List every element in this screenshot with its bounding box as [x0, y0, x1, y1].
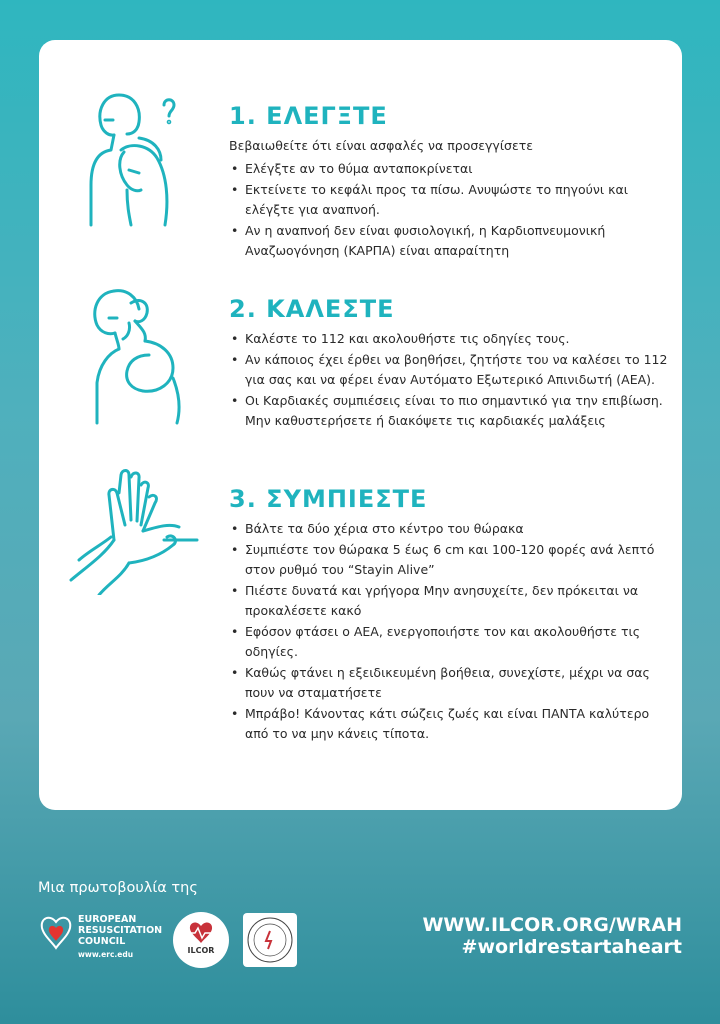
list-item: • Αν η αναπνοή δεν είναι φυσιολογική, η Καρδιοπνευμονική Αναζωογόνηση (ΚΑΡΠΑ) είναι απαραίτητη: [229, 221, 669, 261]
person-calling-icon: [69, 283, 199, 428]
erc-url: www.erc.edu: [78, 950, 134, 959]
list-item: • Εκτείνετε το κεφάλι προς τα πίσω. Ανυψώστε το πηγούνι και ελέγξτε για αναπνοή.: [229, 180, 669, 220]
list-item: • Εφόσον φτάσει ο ΑΕΑ, ενεργοποιήστε τον και ακολουθήστε τις οδηγίες.: [229, 622, 669, 662]
bullet-list: [229, 519, 669, 744]
section-title: 3. ΣΥΜΠΙΕΣΤΕ: [229, 485, 428, 513]
person-checking-icon: [69, 90, 199, 230]
list-item: • Ελέγξτε αν το θύμα ανταποκρίνεται: [229, 159, 669, 179]
greek-society-logo: [243, 913, 297, 967]
bullet-list: [229, 159, 669, 261]
section-compress-content: [229, 485, 669, 745]
hashtag: #worldrestartaheart: [461, 936, 682, 958]
list-item: • Οι Καρδιακές συμπιέσεις είναι το πιο σημαντικό για την επιβίωση. Μην καθυστερήσετε ή διακόψετε τις καρδιακές μαλάξεις: [229, 391, 669, 431]
bullet-list: [229, 329, 669, 431]
section-title: 1. ΕΛΕΓΞΤΕ: [229, 102, 388, 130]
erc-logo: [38, 912, 168, 968]
section-call-content: [229, 295, 669, 432]
ilcor-logo: ILCOR: [173, 912, 229, 968]
section-title: 2. ΚΑΛΕΣΤΕ: [229, 295, 395, 323]
instruction-card: [39, 40, 682, 810]
list-item: • Καλέστε το 112 και ακολουθήστε τις οδηγίες τους.: [229, 329, 669, 349]
erc-name: EUROPEAN RESUSCITATION COUNCIL: [78, 914, 163, 947]
site-url-link[interactable]: WWW.ILCOR.ORG/WRAH: [422, 914, 682, 936]
website-block: [422, 914, 682, 958]
section-check-content: [229, 102, 669, 262]
list-item: • Καθώς φτάνει η εξειδικευμένη βοήθεια, συνεχίστε, μέχρι να σας πουν να σταματήσετε: [229, 663, 669, 703]
list-item: • Μπράβο! Κάνοντας κάτι σώζεις ζωές και είναι ΠΑΝΤΑ καλύτερο από το να μην κάνεις τίποτα.: [229, 704, 669, 744]
list-item: • Πιέστε δυνατά και γρήγορα Μην ανησυχείτε, δεν πρόκειται να προκαλέσετε κακό: [229, 581, 669, 621]
hands-compression-icon: [69, 465, 199, 595]
heart-icon: [38, 914, 74, 954]
list-item: • Συμπιέστε τον θώρακα 5 έως 6 cm και 100-120 φορές ανά λεπτό στον ρυθμό του “Stayin Alive”: [229, 540, 669, 580]
list-item: • Αν κάποιος έχει έρθει να βοηθήσει, ζητήστε του να καλέσει το 112 για σας και να φέρει έναν Αυτόματο Εξωτερικό Απινιδωτή (ΑΕΑ).: [229, 350, 669, 390]
section-intro: Βεβαιωθείτε ότι είναι ασφαλές να προσεγγίσετε: [229, 138, 534, 153]
list-item: • Βάλτε τα δύο χέρια στο κέντρο του θώρακα: [229, 519, 669, 539]
initiative-label: Μια πρωτοβουλία της: [38, 880, 198, 896]
